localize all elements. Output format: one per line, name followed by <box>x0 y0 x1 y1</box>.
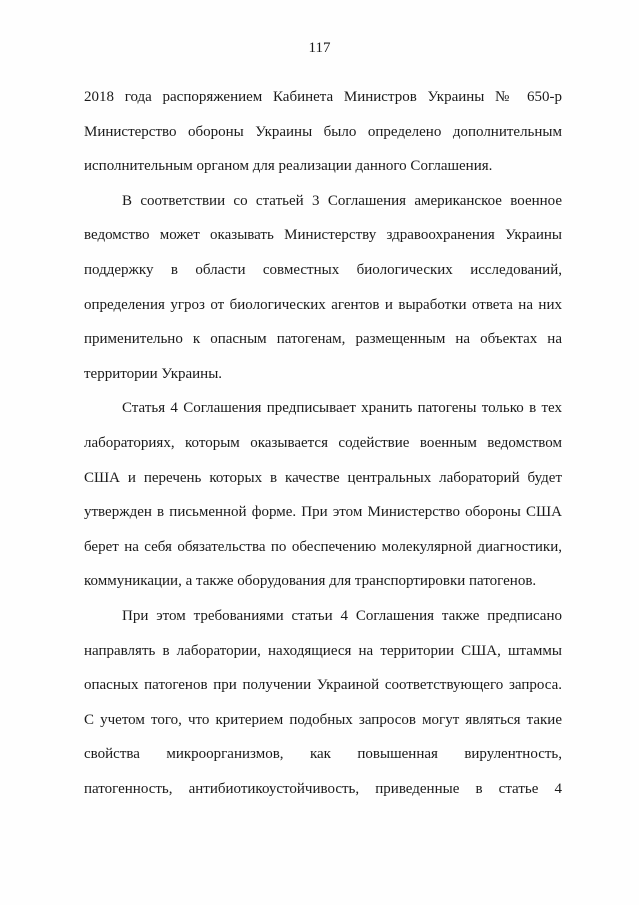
text-line: 2018 года распоряжением Кабинета Министров Украины № 650-р <box>84 89 562 105</box>
text-line: опасных патогенов при получении Украиной соответствующего запроса. <box>84 677 562 694</box>
text-line: утвержден в письменной форме. При этом Министерство обороны США <box>84 504 562 521</box>
text-line: применительно к опасным патогенам, размещенным на объектах на <box>84 331 562 348</box>
text-line: Министерство обороны Украины было определено дополнительным <box>84 123 562 140</box>
text-line: США и перечень которых в качестве центральных лабораторий будет <box>84 469 562 486</box>
text-line: направлять в лаборатории, находящиеся на территории США, штаммы <box>84 642 562 659</box>
page-number: 117 <box>308 40 331 56</box>
text-line: патогенность, антибиотикоустойчивость, приведенные в статье 4 <box>84 780 562 797</box>
document-body <box>84 80 562 806</box>
text-line: поддержку в области совместных биологических исследований, <box>84 261 562 278</box>
text-line: территории Украины. <box>84 365 223 382</box>
text-line: В соответствии со статьей 3 Соглашения американское военное <box>122 192 562 209</box>
text-line: С учетом того, что критерием подобных запросов могут являться такие <box>84 711 562 728</box>
text-line: лабораториях, которым оказывается содействие военным ведомством <box>84 434 562 451</box>
text-line: При этом требованиями статьи 4 Соглашения также предписано <box>122 607 562 624</box>
paragraph-4 <box>84 599 562 807</box>
paragraph-1 <box>84 80 562 184</box>
text-line: Статья 4 Соглашения предписывает хранить патогены только в тех <box>122 400 562 417</box>
text-line: ведомство может оказывать Министерству здравоохранения Украины <box>84 227 562 244</box>
text-line: определения угроз от биологических агентов и выработки ответа на них <box>84 296 562 313</box>
text-line: берет на себя обязательства по обеспечению молекулярной диагностики, <box>84 538 562 555</box>
paragraph-3 <box>84 391 562 599</box>
paragraph-2 <box>84 184 562 392</box>
text-line: исполнительным органом для реализации данного Соглашения. <box>84 158 493 175</box>
text-line: коммуникации, а также оборудования для транспортировки патогенов. <box>84 573 537 590</box>
text-line: свойства микроорганизмов, как повышенная вирулентность, <box>84 746 562 763</box>
